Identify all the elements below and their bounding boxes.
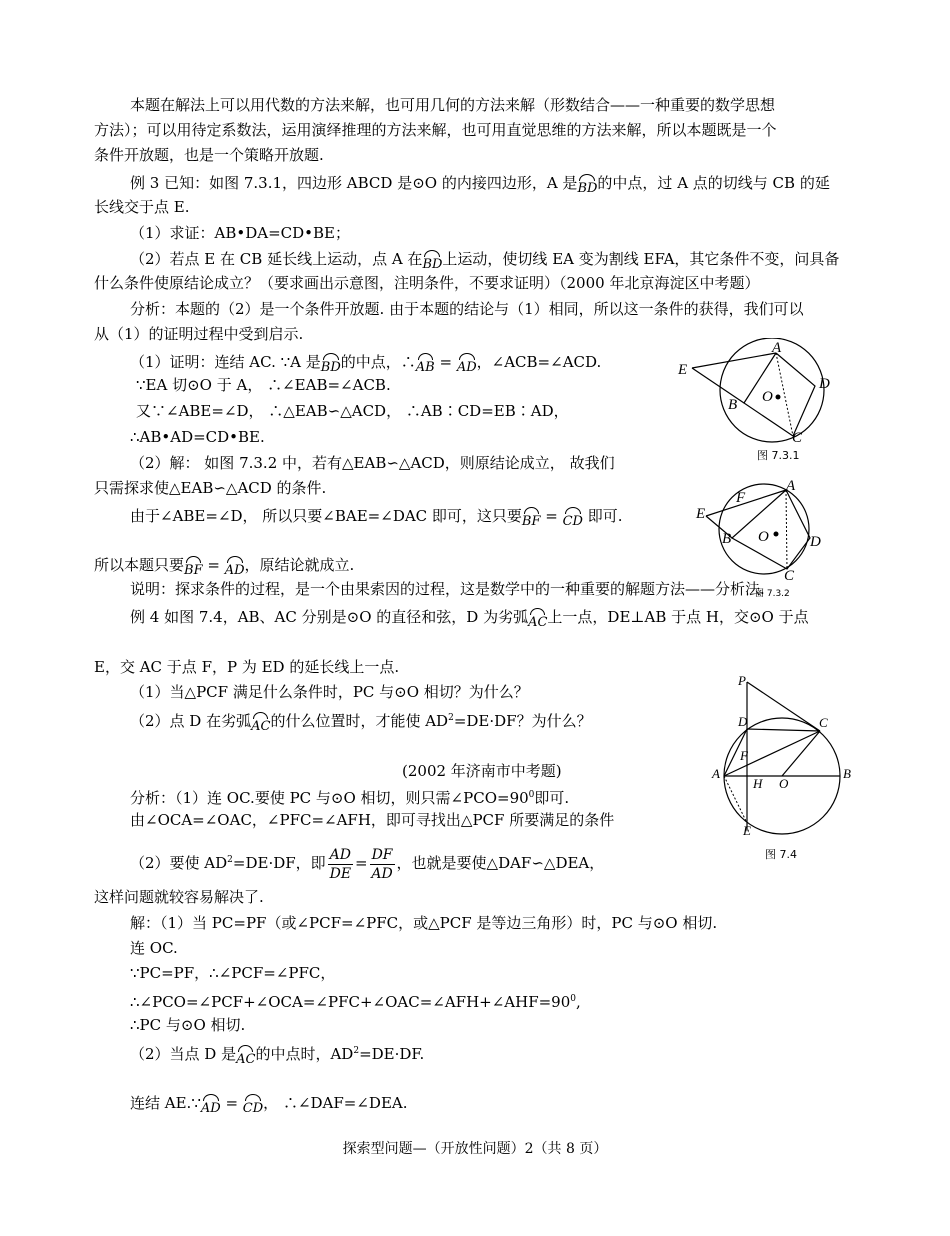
figure-caption: 图 7.3.2 (755, 589, 790, 599)
question-2: （2）点 D 在劣弧AC的什么位置时，才能使 $AD^2=DE\cdot DF$？为什么？ (130, 707, 592, 734)
solution-line: （2）解： 如图 7.3.2 中，若有△EAB∽△ACD，则原结论成立， 故我们 (130, 454, 615, 472)
label-f: F (736, 490, 746, 506)
arc-symbol: AD (201, 1094, 221, 1120)
solution-line: 由于∠ABE=∠D， 所以只要∠BAE=∠DAC 即可，这只要BF = CD 即可. (130, 503, 623, 529)
question-1: （1）当△PCF 满足什么条件时，PC 与⊙O 相切？为什么？ (130, 683, 529, 701)
line-oc (782, 731, 820, 776)
text-line: 所以本题只要BF = AD，原结论就成立. (94, 552, 354, 578)
solution-line: 连 OC. (130, 939, 178, 957)
figure-caption: 图 7.4 (765, 848, 797, 861)
figure-7-4 (706, 670, 860, 842)
solution-line: ∴PC 与⊙O 相切. (130, 1016, 246, 1034)
label-a: A (772, 340, 782, 356)
arc-symbol: AD (225, 556, 245, 582)
proof-line: 又∵∠ABE=∠D， ∴△EAB∽△ACD， ∴AB∶CD=EB∶AD， (136, 402, 569, 420)
solution-line: 解：（1）当 PC=PF（或∠PCF=∠PFC，或△PCF 是等边三角形）时，PC 与⊙O 相切. (130, 914, 718, 932)
line-efa (706, 490, 786, 516)
center-dot (776, 395, 781, 400)
label-e: E (678, 362, 688, 378)
analysis-line: （2）要使 $AD^2=DE\cdot DF$，即 $\frac{AD}{DE}$ = $\frac{DF}{AD}$ ，也就是要使△DAF∽△DEA， (130, 846, 605, 882)
arc-symbol: AC (528, 608, 547, 634)
text-line: 本题在解法上可以用代数的方法来解，也可用几何的方法来解（形数结合——一种重要的数学思想 (130, 96, 776, 114)
arc-symbol: BD (577, 174, 597, 200)
solution-line: $\therefore\angle PCO=\angle PCF+\angle OCA=\angle PFC+\angle OAC=\angle AFH+\angle AHF=90^0$, (130, 993, 581, 1011)
fraction: $\frac{DF}{AD}$ (371, 846, 393, 882)
label-e: E (696, 506, 706, 522)
figure-7-3-1 (672, 338, 842, 458)
example-3-title: 例 3 已知：如图 7.3.1，四边形 ABCD 是⊙O 的内接四边形，A 是BD的中点，过 A 点的切线与 CB 的延 (130, 170, 830, 196)
label-c: C (792, 430, 803, 446)
text-line: 条件开放题，也是一个策略开放题. (94, 146, 324, 164)
label-b: B (728, 397, 738, 413)
label-c: C (784, 568, 795, 584)
analysis-line: 分析：（1）连 OC.要使 PC 与⊙O 相切，则只需$\angle PCO=90^0$即可. (130, 789, 570, 807)
label-c: C (819, 715, 828, 730)
solution-line: （2）当点 D 是AC的中点时，$AD^2=DE\cdot DF$. (130, 1040, 424, 1067)
text-line: 这样问题就较容易解决了. (94, 888, 264, 906)
figure-caption: 图 7.3.1 (757, 449, 800, 462)
label-e: E (743, 823, 751, 838)
note-line: 说明：探求条件的过程，是一个由果索因的过程，这是数学中的一种重要的解题方法——分析法. (130, 580, 765, 598)
example-4-title: 例 4 如图 7.4，AB、AC 分别是⊙O 的直径和弦，D 为劣弧AC上一点，DE⊥AB 于点 H，交⊙O 于点 (130, 604, 809, 630)
line-ae (724, 776, 747, 823)
text-line: 什么条件使原结论成立？（要求画出示意图，注明条件，不要求证明）（2000 年北京海淀区中考题） (94, 274, 760, 292)
label-a: A (786, 478, 796, 494)
arc-symbol: CD (563, 507, 583, 533)
arc-symbol: BF (522, 507, 541, 533)
question-2: （2）若点 E 在 CB 延长线上运动，点 A 在BD上运动，使切线 EA 变为割线 EFA，其它条件不变，问具备 (130, 246, 839, 272)
label-o: O (762, 389, 773, 405)
source-citation: (2002 年济南市中考题) (402, 762, 562, 780)
line-ac (786, 490, 787, 569)
line-dc (747, 729, 820, 731)
page-footer: 探索型问题—（开放性问题）2（共 8 页） (342, 1141, 608, 1157)
arc-symbol: AC (236, 1045, 255, 1071)
fraction: $\frac{AD}{DE}$ (329, 846, 352, 882)
arc-symbol: AC (251, 712, 270, 738)
text-line: E，交 AC 于点 F，P 为 ED 的延长线上一点. (94, 658, 400, 676)
label-d: D (819, 376, 830, 392)
text-line: 从（1）的证明过程中受到启示. (94, 325, 304, 343)
arc-symbol: BF (184, 556, 203, 582)
analysis-line: 分析：本题的（2）是一个条件开放题. 由于本题的结论与（1）相同，所以这一条件的获得，我们可以 (130, 300, 804, 318)
arc-symbol: BD (321, 353, 341, 379)
center-dot (774, 532, 779, 537)
arc-symbol: AD (457, 353, 477, 379)
label-b: B (843, 766, 851, 781)
label-f: F (740, 748, 748, 763)
label-d: D (738, 714, 748, 729)
solution-line: 连结 AE.∵AD = CD， ∴∠DAF=∠DEA. (130, 1090, 408, 1116)
arc-symbol: AB (416, 353, 435, 379)
label-b: B (722, 531, 732, 547)
proof-line: （1）证明：连结 AC. ∵A 是BD的中点，∴AB = AD，∠ACB=∠ACD. (130, 349, 601, 375)
arc-symbol: BD (422, 250, 442, 276)
figure-7-3-2 (692, 474, 842, 584)
label-o: O (758, 529, 769, 545)
text-line: 长线交于点 E. (94, 198, 190, 216)
arc-symbol: CD (243, 1094, 263, 1120)
label-o: O (779, 776, 789, 791)
quadrilateral-abcd (744, 353, 815, 436)
label-h: H (753, 776, 763, 791)
question-1: （1）求证：AB•DA=CD•BE； (130, 224, 350, 242)
analysis-line: 由∠OCA=∠OAC，∠PFC=∠AFH，即可寻找出△PCF 所要满足的条件 (130, 811, 615, 829)
solution-line: ∵PC=PF，∴∠PCF=∠PFC， (130, 964, 336, 982)
text-line: 方法）；可以用待定系数法，运用演绎推理的方法来解，也可用直觉思维的方法来解，所以本题既是一个 (94, 121, 777, 139)
label-d: D (810, 534, 821, 550)
label-a: A (712, 766, 720, 781)
proof-line: ∴AB•AD=CD•BE. (130, 428, 265, 446)
label-p: P (738, 673, 746, 688)
text-line: 只需探求使△EAB∽△ACD 的条件. (94, 479, 327, 497)
proof-line: ∵EA 切⊙O 于 A， ∴∠EAB=∠ACB. (136, 376, 391, 394)
